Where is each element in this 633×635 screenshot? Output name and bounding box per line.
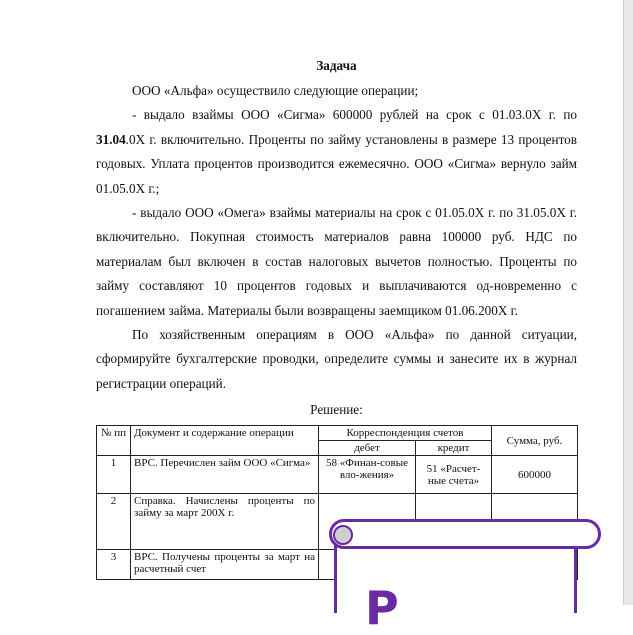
row-number: 1 [97,456,131,494]
scroll-banner-roll [329,519,601,549]
header-debit: дебет [319,441,416,456]
scroll-curl-icon [333,525,353,545]
task-paragraph: По хозяйственным операциям в ООО «Альфа» по данной ситуации, сформируйте бухгалтерские проводки, определите суммы и занесите их в журнал регистрации операций. [96,327,577,391]
header-correspondence: Корреспонденция счетов [319,426,492,441]
header-number: № пп [97,426,131,456]
row-credit: 51 «Расчет-ные счета» [416,456,492,494]
row-sum: 600000 [492,456,578,494]
row-debit: 58 «Финан-совые вло-жения» [319,456,416,494]
header-credit: кредит [416,441,492,456]
row-document: ВРС. Получены проценты за март на расчетный счет [131,550,319,580]
solution-label: Решение: [310,402,363,418]
operation-1-text-b: .0Х г. включительно. Проценты по займу установлены в размере 13 процентов годовых. Уплата процентов производится ежемесячно. ООО «Сигма» вернуло займ 01.05.0Х г.; [96,131,577,196]
page-edge-shadow [623,0,633,605]
table-header-row [97,426,578,441]
operation-1-paragraph [96,103,577,201]
document-page [96,56,577,580]
scroll-banner-overlay [329,519,609,635]
scroll-banner-letter: Р [365,581,399,635]
row-document: Справка. Начислены проценты по займу за март 200Х г. [131,494,319,550]
intro-paragraph: ООО «Альфа» осуществило следующие операции; [132,83,419,98]
header-document: Документ и содержание операции [131,426,319,456]
operation-2-paragraph: - выдало ООО «Омега» взаймы материалы на срок с 01.05.0Х г. по 31.05.0Х г. включительно. Покупная стоимость материалов равна 100000 руб. НДС по материалам был включен в состав налоговых вычетов полностью. Проценты по займу составляют 10 процентов годовых и выплачиваются од-новременно с погашением займа. Материалы были возвращены заемщиком 01.06.200Х г. [96,205,577,318]
operation-1-bold-date: 31.04 [96,131,126,147]
operation-1-text-a: - выдало взаймы ООО «Сигма» 600000 рублей на срок с 01.03.0Х г. по [132,107,577,123]
row-number: 3 [97,550,131,580]
row-number: 2 [97,494,131,550]
table-row [97,456,578,494]
task-title: Задача [316,58,357,73]
header-sum: Сумма, руб. [492,426,578,456]
row-document: ВРС. Перечислен займ ООО «Сигма» [131,456,319,494]
